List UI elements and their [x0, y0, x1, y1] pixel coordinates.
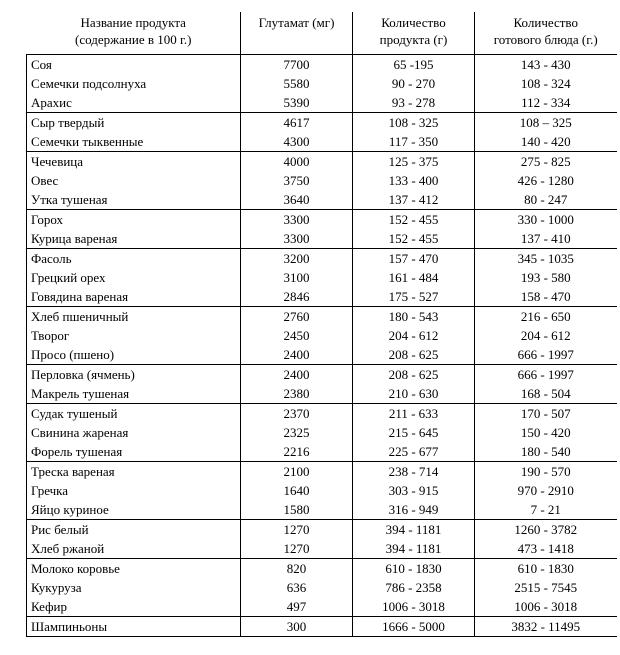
product-quantity-cell: 1006 - 3018 [353, 597, 475, 617]
product-name-cell: Грецкий орех [27, 268, 241, 287]
table-row [27, 365, 617, 385]
table-row [27, 113, 617, 133]
product-quantity-cell: 210 - 630 [353, 384, 475, 404]
table-row [27, 500, 617, 520]
dish-quantity-cell: 666 - 1997 [475, 345, 617, 365]
product-quantity-cell: 204 - 612 [353, 326, 475, 345]
product-quantity-cell: 238 - 714 [353, 462, 475, 482]
dish-quantity-cell: 2515 - 7545 [475, 578, 617, 597]
dish-quantity-cell: 143 - 430 [475, 55, 617, 75]
dish-quantity-cell: 275 - 825 [475, 152, 617, 172]
glutamate-cell: 3100 [241, 268, 353, 287]
product-name-cell: Рис белый [27, 520, 241, 540]
dish-quantity-cell: 473 - 1418 [475, 539, 617, 559]
product-quantity-cell: 117 - 350 [353, 132, 475, 152]
header-glutamate [241, 12, 353, 55]
table-row [27, 578, 617, 597]
product-quantity-cell: 316 - 949 [353, 500, 475, 520]
glutamate-cell: 1270 [241, 520, 353, 540]
glutamate-table-container [26, 12, 616, 637]
table-row [27, 384, 617, 404]
dish-quantity-cell: 140 - 420 [475, 132, 617, 152]
product-quantity-cell: 211 - 633 [353, 404, 475, 424]
table-row [27, 617, 617, 637]
glutamate-cell: 7700 [241, 55, 353, 75]
dish-quantity-cell: 108 – 325 [475, 113, 617, 133]
glutamate-cell: 4617 [241, 113, 353, 133]
product-quantity-cell: 65 -195 [353, 55, 475, 75]
glutamate-cell: 3200 [241, 249, 353, 269]
glutamate-cell: 3640 [241, 190, 353, 210]
table-row [27, 307, 617, 327]
dish-quantity-cell: 170 - 507 [475, 404, 617, 424]
product-name-cell: Шампиньоны [27, 617, 241, 637]
table-row [27, 55, 617, 75]
product-name-cell: Соя [27, 55, 241, 75]
product-quantity-cell: 208 - 625 [353, 365, 475, 385]
product-name-cell: Перловка (ячмень) [27, 365, 241, 385]
header-dish-quantity-line-2: готового блюда (г.) [493, 32, 598, 47]
table-row [27, 559, 617, 579]
table-row [27, 74, 617, 93]
glutamate-cell: 820 [241, 559, 353, 579]
dish-quantity-cell: 168 - 504 [475, 384, 617, 404]
product-quantity-cell: 1666 - 5000 [353, 617, 475, 637]
product-name-cell: Макрель тушеная [27, 384, 241, 404]
dish-quantity-cell: 7 - 21 [475, 500, 617, 520]
product-name-cell: Кефир [27, 597, 241, 617]
table-row [27, 597, 617, 617]
table-row [27, 404, 617, 424]
dish-quantity-cell: 345 - 1035 [475, 249, 617, 269]
dish-quantity-cell: 426 - 1280 [475, 171, 617, 190]
glutamate-cell: 2325 [241, 423, 353, 442]
glutamate-cell: 3750 [241, 171, 353, 190]
header-glutamate-line-1: Глутамат (мг) [258, 15, 335, 30]
product-quantity-cell: 215 - 645 [353, 423, 475, 442]
header-product-line-1: Название продукта [80, 15, 186, 30]
product-quantity-cell: 108 - 325 [353, 113, 475, 133]
product-quantity-cell: 225 - 677 [353, 442, 475, 462]
dish-quantity-cell: 150 - 420 [475, 423, 617, 442]
table-row [27, 171, 617, 190]
table-row [27, 326, 617, 345]
dish-quantity-cell: 158 - 470 [475, 287, 617, 307]
dish-quantity-cell: 216 - 650 [475, 307, 617, 327]
product-name-cell: Свинина жареная [27, 423, 241, 442]
glutamate-cell: 2450 [241, 326, 353, 345]
glutamate-cell: 2400 [241, 345, 353, 365]
table-row [27, 210, 617, 230]
product-name-cell: Сыр твердый [27, 113, 241, 133]
product-name-cell: Гречка [27, 481, 241, 500]
table-row [27, 249, 617, 269]
glutamate-cell: 2216 [241, 442, 353, 462]
dish-quantity-cell: 1006 - 3018 [475, 597, 617, 617]
table-row [27, 93, 617, 113]
product-quantity-cell: 152 - 455 [353, 210, 475, 230]
dish-quantity-cell: 137 - 410 [475, 229, 617, 249]
table-row [27, 287, 617, 307]
product-quantity-cell: 180 - 543 [353, 307, 475, 327]
dish-quantity-cell: 1260 - 3782 [475, 520, 617, 540]
product-quantity-cell: 137 - 412 [353, 190, 475, 210]
product-name-cell: Хлеб ржаной [27, 539, 241, 559]
glutamate-cell: 2370 [241, 404, 353, 424]
dish-quantity-cell: 112 - 334 [475, 93, 617, 113]
table-row [27, 442, 617, 462]
glutamate-cell: 300 [241, 617, 353, 637]
dish-quantity-cell: 80 - 247 [475, 190, 617, 210]
dish-quantity-cell: 970 - 2910 [475, 481, 617, 500]
table-row [27, 520, 617, 540]
table-row [27, 462, 617, 482]
glutamate-cell: 1640 [241, 481, 353, 500]
dish-quantity-cell: 330 - 1000 [475, 210, 617, 230]
product-quantity-cell: 90 - 270 [353, 74, 475, 93]
dish-quantity-cell: 108 - 324 [475, 74, 617, 93]
product-name-cell: Семечки подсолнуха [27, 74, 241, 93]
product-name-cell: Овес [27, 171, 241, 190]
glutamate-cell: 1580 [241, 500, 353, 520]
header-product-line-2: (содержание в 100 г.) [75, 32, 192, 47]
glutamate-cell: 4000 [241, 152, 353, 172]
product-name-cell: Утка тушеная [27, 190, 241, 210]
product-name-cell: Чечевица [27, 152, 241, 172]
product-name-cell: Форель тушеная [27, 442, 241, 462]
product-quantity-cell: 125 - 375 [353, 152, 475, 172]
table-row [27, 132, 617, 152]
header-product-quantity-line-2: продукта (г) [379, 32, 448, 47]
glutamate-cell: 5390 [241, 93, 353, 113]
table-body [27, 55, 617, 637]
product-quantity-cell: 152 - 455 [353, 229, 475, 249]
product-name-cell: Курица вареная [27, 229, 241, 249]
product-name-cell: Говядина вареная [27, 287, 241, 307]
glutamate-cell: 5580 [241, 74, 353, 93]
product-name-cell: Молоко коровье [27, 559, 241, 579]
dish-quantity-cell: 180 - 540 [475, 442, 617, 462]
product-name-cell: Треска вареная [27, 462, 241, 482]
glutamate-cell: 1270 [241, 539, 353, 559]
product-quantity-cell: 93 - 278 [353, 93, 475, 113]
product-name-cell: Просо (пшено) [27, 345, 241, 365]
header-product [27, 12, 241, 55]
glutamate-cell: 3300 [241, 210, 353, 230]
product-quantity-cell: 161 - 484 [353, 268, 475, 287]
table-row [27, 268, 617, 287]
product-quantity-cell: 394 - 1181 [353, 539, 475, 559]
table-row [27, 481, 617, 500]
table-header-row [27, 12, 617, 55]
glutamate-cell: 3300 [241, 229, 353, 249]
product-name-cell: Судак тушеный [27, 404, 241, 424]
dish-quantity-cell: 190 - 570 [475, 462, 617, 482]
product-name-cell: Яйцо куриное [27, 500, 241, 520]
product-name-cell: Горох [27, 210, 241, 230]
glutamate-cell: 636 [241, 578, 353, 597]
product-quantity-cell: 208 - 625 [353, 345, 475, 365]
dish-quantity-cell: 204 - 612 [475, 326, 617, 345]
glutamate-table [26, 12, 617, 637]
glutamate-cell: 2380 [241, 384, 353, 404]
glutamate-cell: 497 [241, 597, 353, 617]
table-row [27, 423, 617, 442]
product-name-cell: Кукуруза [27, 578, 241, 597]
dish-quantity-cell: 610 - 1830 [475, 559, 617, 579]
header-product-quantity [353, 12, 475, 55]
product-name-cell: Семечки тыквенные [27, 132, 241, 152]
table-row [27, 190, 617, 210]
header-product-quantity-line-1: Количество [381, 15, 446, 30]
table-row [27, 539, 617, 559]
glutamate-cell: 2846 [241, 287, 353, 307]
product-name-cell: Творог [27, 326, 241, 345]
product-name-cell: Арахис [27, 93, 241, 113]
product-quantity-cell: 175 - 527 [353, 287, 475, 307]
table-row [27, 345, 617, 365]
product-quantity-cell: 303 - 915 [353, 481, 475, 500]
dish-quantity-cell: 193 - 580 [475, 268, 617, 287]
product-quantity-cell: 786 - 2358 [353, 578, 475, 597]
product-name-cell: Фасоль [27, 249, 241, 269]
dish-quantity-cell: 3832 - 11495 [475, 617, 617, 637]
product-quantity-cell: 610 - 1830 [353, 559, 475, 579]
header-dish-quantity [475, 12, 617, 55]
product-quantity-cell: 157 - 470 [353, 249, 475, 269]
header-dish-quantity-line-1: Количество [513, 15, 578, 30]
table-row [27, 229, 617, 249]
product-name-cell: Хлеб пшеничный [27, 307, 241, 327]
table-row [27, 152, 617, 172]
glutamate-cell: 4300 [241, 132, 353, 152]
glutamate-cell: 2760 [241, 307, 353, 327]
product-quantity-cell: 394 - 1181 [353, 520, 475, 540]
dish-quantity-cell: 666 - 1997 [475, 365, 617, 385]
product-quantity-cell: 133 - 400 [353, 171, 475, 190]
glutamate-cell: 2100 [241, 462, 353, 482]
glutamate-cell: 2400 [241, 365, 353, 385]
